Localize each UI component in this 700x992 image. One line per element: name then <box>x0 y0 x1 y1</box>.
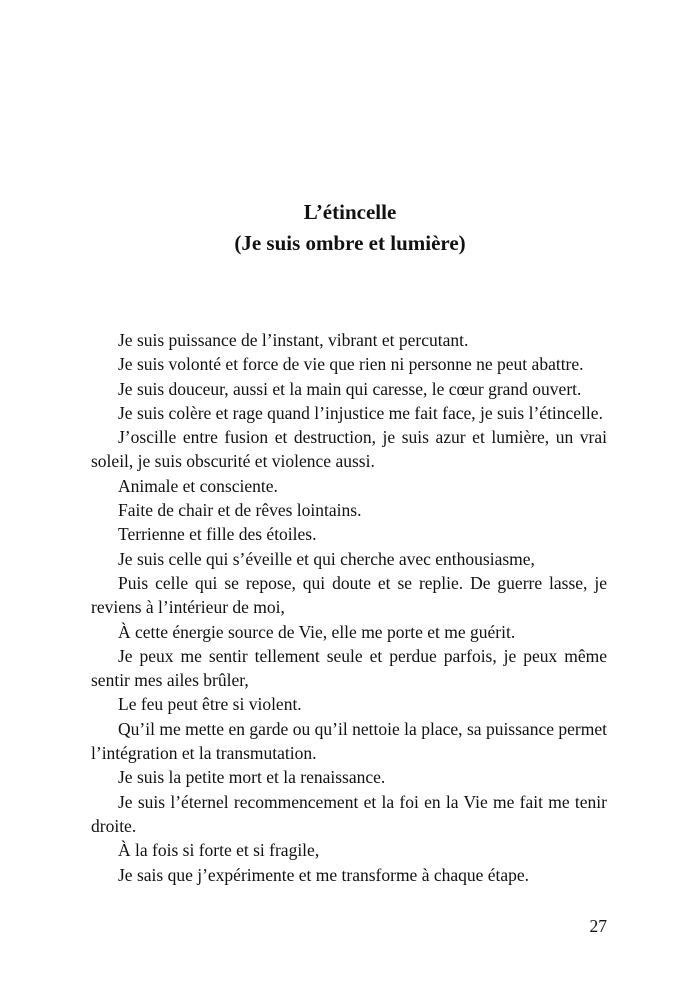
title-line-1: L’étincelle <box>303 200 397 224</box>
paragraph-6: Animale et consciente. <box>118 475 278 496</box>
paragraph-8: Terrienne et fille des étoiles. <box>118 524 317 545</box>
title-line-2: (Je suis ombre et lumière) <box>234 231 466 255</box>
paragraph-17: À la fois si forte et si fragile, <box>118 840 320 861</box>
paragraph-9: Je suis celle qui s’éveille et qui cherche avec enthousiasme, <box>118 548 535 569</box>
poem-body <box>91 328 607 887</box>
paragraph-13: Le feu peut être si violent. <box>118 694 302 715</box>
paragraph-5: J’oscille entre fusion et destruction, je suis azur et lumière, un vrai soleil, je suis obscurité et violence aussi. <box>91 427 607 472</box>
paragraph-3: Je suis douceur, aussi et la main qui caresse, le cœur grand ouvert. <box>118 378 582 399</box>
paragraph-7: Faite de chair et de rêves lointains. <box>118 500 362 521</box>
page-number: 27 <box>589 916 607 936</box>
paragraph-11: À cette énergie source de Vie, elle me porte et me guérit. <box>118 621 516 642</box>
paragraph-14: Qu’il me mette en garde ou qu’il nettoie la place, sa puissance permet l’intégration et la transmutation. <box>91 718 607 764</box>
paragraph-4: Je suis colère et rage quand l’injustice me fait face, je suis l’étincelle. <box>118 402 603 423</box>
paragraph-18: Je sais que j’expérimente et me transforme à chaque étape. <box>118 864 530 885</box>
paragraph-1: Je suis puissance de l’instant, vibrant et percutant. <box>118 330 469 350</box>
poem-title <box>0 197 700 259</box>
paragraph-15: Je suis la petite mort et la renaissance. <box>118 767 386 788</box>
paragraph-10: Puis celle qui se repose, qui doute et se replie. De guerre lasse, je reviens à l’intérieur de moi, <box>91 572 607 618</box>
paragraph-12: Je peux me sentir tellement seule et perdue parfois, je peux même sentir mes ailes brûler, <box>91 645 607 691</box>
paragraph-16: Je suis l’éternel recommencement et la foi en la Vie me fait me tenir droite. <box>91 791 607 836</box>
paragraph-2: Je suis volonté et force de vie que rien ni personne ne peut abattre. <box>118 354 584 375</box>
